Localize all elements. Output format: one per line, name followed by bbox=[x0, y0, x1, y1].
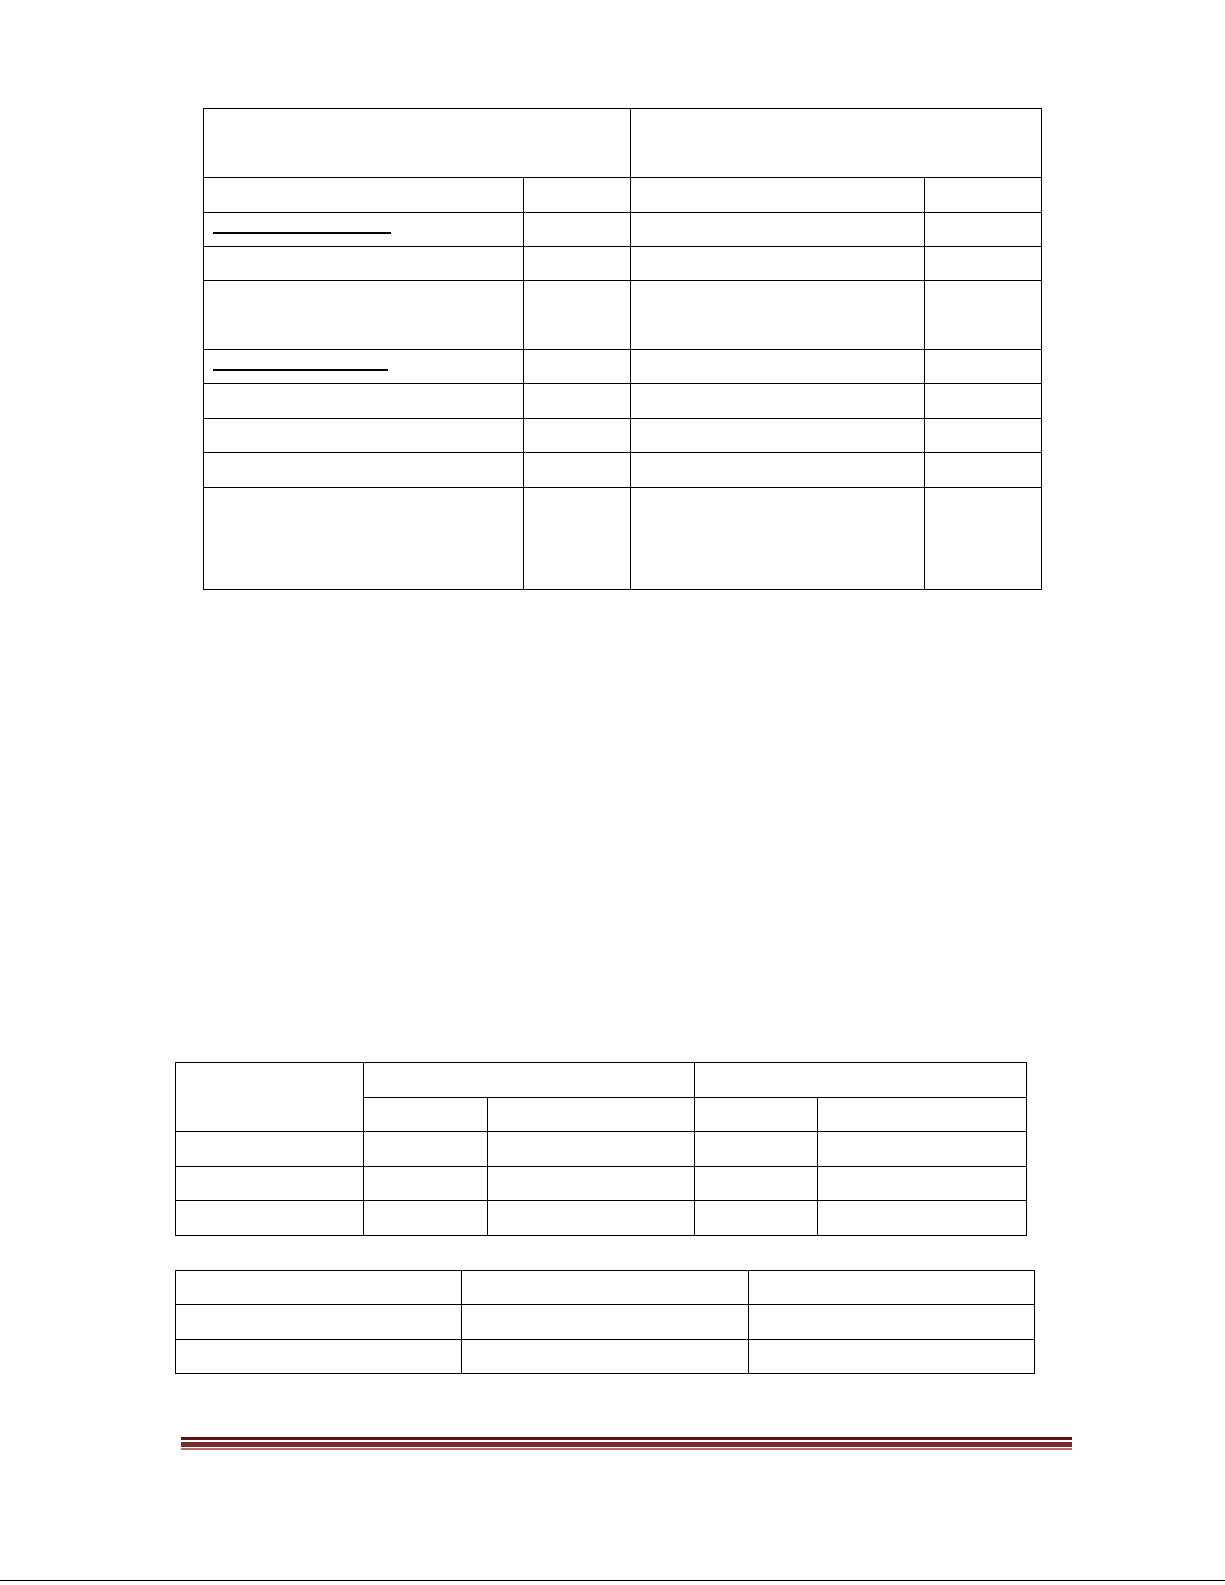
table-cell bbox=[364, 1201, 488, 1236]
table-cell bbox=[462, 1340, 749, 1374]
table-cell bbox=[204, 281, 524, 350]
table-cell bbox=[631, 281, 925, 350]
table-cell bbox=[524, 488, 631, 590]
table-row bbox=[176, 1167, 1027, 1201]
table-cell bbox=[176, 1305, 462, 1340]
table-cell bbox=[488, 1167, 695, 1201]
table-cell bbox=[631, 247, 925, 281]
table-cell bbox=[204, 453, 524, 488]
table-cell bbox=[925, 488, 1042, 590]
table-cell bbox=[925, 350, 1042, 384]
table-cell bbox=[925, 453, 1042, 488]
table-row bbox=[204, 213, 1042, 247]
table-row bbox=[204, 109, 1042, 178]
table-3 bbox=[175, 1270, 1035, 1374]
table-cell bbox=[204, 488, 524, 590]
table-cell bbox=[524, 350, 631, 384]
table-row bbox=[204, 419, 1042, 453]
table-cell bbox=[364, 1063, 695, 1098]
table-cell bbox=[925, 281, 1042, 350]
table-cell bbox=[818, 1167, 1027, 1201]
table-cell bbox=[631, 488, 925, 590]
table-cell bbox=[695, 1063, 1027, 1098]
table-cell bbox=[204, 178, 524, 213]
table-row bbox=[204, 384, 1042, 419]
table-cell bbox=[176, 1167, 364, 1201]
table-cell bbox=[524, 178, 631, 213]
underline-mark bbox=[213, 369, 388, 371]
table-row bbox=[176, 1201, 1027, 1236]
footer-rule bbox=[181, 1448, 1072, 1450]
table-row bbox=[204, 453, 1042, 488]
table-cell bbox=[176, 1201, 364, 1236]
table-cell bbox=[631, 350, 925, 384]
table-cell bbox=[749, 1340, 1035, 1374]
table-cell bbox=[364, 1132, 488, 1167]
table-cell bbox=[695, 1132, 818, 1167]
table-cell bbox=[204, 109, 631, 178]
table-cell bbox=[631, 109, 1042, 178]
table-cell bbox=[925, 384, 1042, 419]
table-cell bbox=[524, 281, 631, 350]
table-cell bbox=[631, 178, 925, 213]
table-row bbox=[176, 1271, 1035, 1305]
table-cell bbox=[204, 247, 524, 281]
table-row bbox=[176, 1132, 1027, 1167]
table-cell bbox=[631, 419, 925, 453]
table-cell bbox=[462, 1271, 749, 1305]
table-row bbox=[176, 1063, 1027, 1098]
table-1 bbox=[203, 108, 1042, 590]
table-cell bbox=[925, 213, 1042, 247]
table-cell bbox=[364, 1167, 488, 1201]
footer-rule bbox=[181, 1437, 1072, 1440]
table-cell bbox=[631, 453, 925, 488]
table-cell bbox=[631, 213, 925, 247]
table-row bbox=[204, 178, 1042, 213]
table-cell bbox=[749, 1271, 1035, 1305]
table-cell bbox=[749, 1305, 1035, 1340]
table-cell bbox=[204, 213, 524, 247]
table-cell bbox=[524, 213, 631, 247]
table-cell bbox=[204, 419, 524, 453]
table-2 bbox=[175, 1062, 1027, 1236]
footer-rule bbox=[181, 1442, 1072, 1447]
table-row bbox=[204, 350, 1042, 384]
table-cell bbox=[176, 1271, 462, 1305]
table-cell bbox=[524, 453, 631, 488]
table-cell bbox=[818, 1098, 1027, 1132]
table-row bbox=[176, 1305, 1035, 1340]
table-cell bbox=[462, 1305, 749, 1340]
table-cell bbox=[524, 419, 631, 453]
table-cell bbox=[524, 384, 631, 419]
page-edge-divider bbox=[0, 1580, 1225, 1581]
table-cell bbox=[818, 1201, 1027, 1236]
table-cell bbox=[925, 419, 1042, 453]
table-cell bbox=[695, 1167, 818, 1201]
underline-mark bbox=[213, 232, 391, 234]
table-cell bbox=[176, 1132, 364, 1167]
table-cell bbox=[204, 384, 524, 419]
table-cell bbox=[925, 178, 1042, 213]
table-cell bbox=[818, 1132, 1027, 1167]
table-cell bbox=[925, 247, 1042, 281]
table-cell bbox=[204, 350, 524, 384]
table-row bbox=[204, 281, 1042, 350]
table-cell bbox=[524, 247, 631, 281]
table-row bbox=[204, 488, 1042, 590]
table-cell bbox=[488, 1098, 695, 1132]
table-row bbox=[204, 247, 1042, 281]
table-cell bbox=[488, 1201, 695, 1236]
table-cell bbox=[631, 384, 925, 419]
table-row bbox=[176, 1340, 1035, 1374]
table-cell bbox=[695, 1098, 818, 1132]
table-cell bbox=[488, 1132, 695, 1167]
table-cell bbox=[695, 1201, 818, 1236]
table-cell bbox=[364, 1098, 488, 1132]
table-cell bbox=[176, 1340, 462, 1374]
table-cell bbox=[176, 1063, 364, 1132]
